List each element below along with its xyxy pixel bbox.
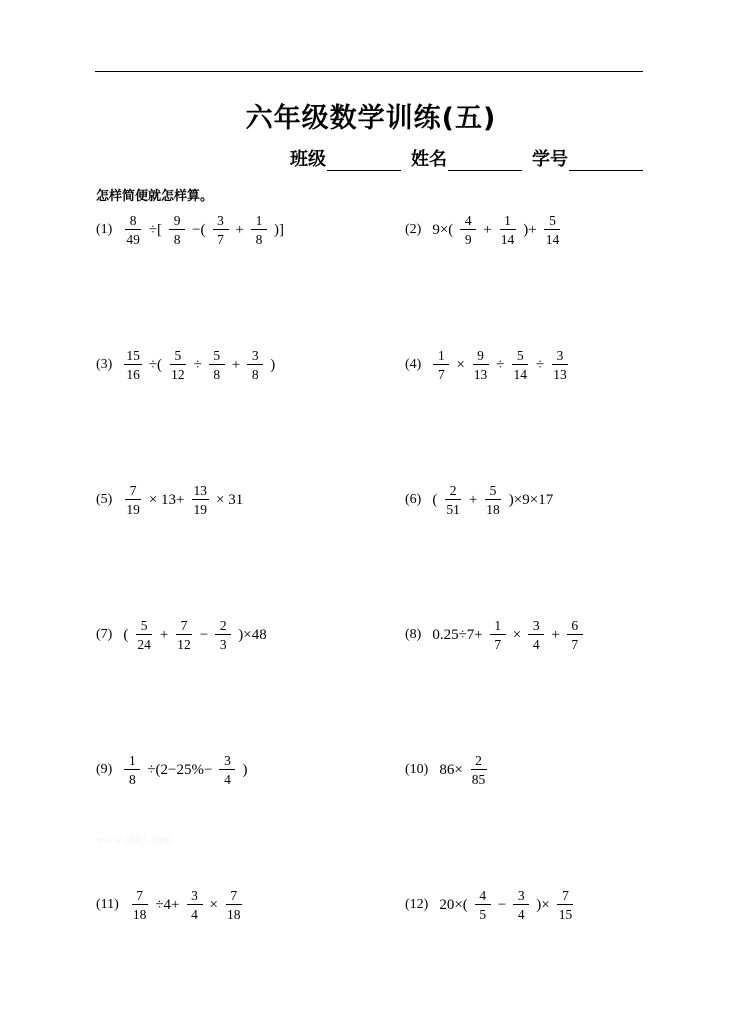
- operator-text: ÷(2−25%−: [147, 761, 213, 778]
- problem-number: (1): [96, 222, 113, 237]
- fraction: [484, 484, 502, 517]
- fraction: [444, 484, 462, 517]
- denominator: 15: [558, 907, 573, 922]
- numerator: 9: [473, 349, 489, 366]
- problem-number: (3): [96, 357, 113, 372]
- fraction: [124, 214, 142, 247]
- numerator: 13: [192, 484, 210, 501]
- student-id-field[interactable]: [532, 145, 643, 171]
- operator-text: ): [242, 761, 248, 778]
- problem-number: (5): [96, 492, 113, 507]
- operator-text: 86×: [439, 761, 463, 778]
- numerator: 3: [552, 349, 568, 366]
- operator-text: ÷(: [148, 356, 163, 373]
- denominator: 7: [217, 232, 224, 247]
- denominator: 85: [471, 772, 486, 787]
- operator-text: −: [497, 896, 507, 913]
- numerator: 3: [513, 889, 529, 906]
- denominator: 4: [532, 637, 540, 652]
- denominator: 14: [513, 367, 528, 382]
- problem-item: [96, 748, 250, 792]
- fraction: [512, 349, 530, 382]
- fraction: [124, 484, 142, 517]
- numerator: 5: [170, 349, 186, 366]
- operator-text: )×48: [238, 626, 267, 643]
- problem-item: [96, 613, 270, 657]
- problem-item: [405, 343, 573, 387]
- fraction: [209, 349, 225, 382]
- operator-text: ×: [456, 356, 465, 373]
- fraction: [490, 619, 506, 652]
- fraction: [219, 754, 235, 787]
- fraction: [169, 349, 187, 382]
- fraction: [187, 889, 203, 922]
- numerator: 1: [490, 619, 506, 636]
- operator-text: ÷: [536, 356, 545, 373]
- name-label: 姓名: [411, 149, 447, 170]
- fraction: [135, 619, 153, 652]
- denominator: 16: [126, 367, 140, 382]
- operator-text: 20×(: [439, 896, 468, 913]
- name-field[interactable]: [411, 145, 522, 171]
- numerator: 1: [124, 754, 140, 771]
- fraction: [433, 349, 449, 382]
- numerator: 3: [187, 889, 203, 906]
- instruction: 怎样简便就怎样算。: [96, 189, 214, 204]
- denominator: 7: [494, 637, 502, 652]
- operator-text: )+: [523, 221, 537, 238]
- operator-text: × 13+: [148, 491, 185, 508]
- denominator: 9: [464, 232, 472, 247]
- denominator: 14: [545, 232, 560, 247]
- problem-item: [96, 208, 287, 252]
- numerator: 7: [226, 889, 242, 906]
- fraction: [470, 754, 488, 787]
- denominator: 7: [571, 637, 579, 652]
- denominator: 8: [213, 367, 221, 382]
- numerator: 7: [557, 889, 573, 906]
- name-blank[interactable]: [448, 152, 522, 171]
- page-title: 六年级数学训练(五): [245, 103, 497, 134]
- denominator: 13: [553, 367, 567, 382]
- fraction: [472, 349, 490, 382]
- fraction: [169, 214, 185, 247]
- problem-item: [405, 748, 491, 792]
- operator-text: ÷: [496, 356, 505, 373]
- operator-text: (: [123, 626, 129, 643]
- denominator: 7: [437, 367, 445, 382]
- denominator: 8: [173, 232, 181, 247]
- denominator: 18: [226, 907, 241, 922]
- operator-text: )×9×17: [508, 491, 554, 508]
- numerator: 7: [176, 619, 192, 636]
- operator-text: +: [483, 221, 492, 238]
- operator-text: ÷: [193, 356, 202, 373]
- numerator: 6: [567, 619, 583, 636]
- fraction: [475, 889, 491, 922]
- numerator: 5: [544, 214, 560, 231]
- denominator: 5: [479, 907, 487, 922]
- operator-text: +: [235, 221, 244, 238]
- problem-number: (2): [405, 222, 422, 237]
- denominator: 4: [224, 772, 231, 787]
- fraction: [499, 214, 517, 247]
- fraction: [460, 214, 476, 247]
- operator-text: ÷4+: [155, 896, 180, 913]
- numerator: 2: [445, 484, 461, 501]
- numerator: 3: [219, 754, 235, 771]
- denominator: 4: [191, 907, 198, 922]
- numerator: 7: [125, 484, 141, 501]
- fraction: [513, 889, 529, 922]
- operator-text: +: [551, 626, 560, 643]
- numerator: 3: [247, 349, 263, 366]
- denominator: 8: [128, 772, 136, 787]
- denominator: 4: [517, 907, 525, 922]
- operator-text: ÷[: [148, 221, 163, 238]
- fraction: [528, 619, 544, 652]
- header-rule: [95, 71, 643, 72]
- problem-item: [405, 613, 587, 657]
- operator-text: +: [468, 491, 478, 508]
- denominator: 13: [473, 367, 488, 382]
- problem-number: (6): [405, 492, 422, 507]
- operator-text: +: [159, 626, 169, 643]
- numerator: 1: [500, 214, 516, 231]
- fraction: [213, 214, 229, 247]
- numerator: 5: [136, 619, 152, 636]
- operator-text: )]: [274, 221, 284, 238]
- numerator: 15: [124, 349, 142, 366]
- fraction: [225, 889, 243, 922]
- numerator: 2: [215, 619, 231, 636]
- numerator: 3: [213, 214, 229, 231]
- fraction: [131, 889, 149, 922]
- numerator: 5: [512, 349, 528, 366]
- problem-number: (4): [405, 357, 422, 372]
- operator-text: ×: [512, 626, 522, 643]
- numerator: 5: [485, 484, 501, 501]
- student-id-label: 学号: [532, 149, 568, 170]
- problem-item: [96, 343, 278, 387]
- operator-text: 9×(: [432, 221, 454, 238]
- problem-number: (8): [405, 627, 422, 642]
- operator-text: ): [270, 356, 276, 373]
- problem-item: [96, 883, 246, 927]
- operator-text: )×: [536, 896, 550, 913]
- denominator: 8: [251, 367, 259, 382]
- denominator: 14: [500, 232, 515, 247]
- numerator: 9: [169, 214, 185, 231]
- fraction: [247, 349, 263, 382]
- operator-text: × 31: [216, 491, 244, 508]
- operator-text: +: [231, 356, 241, 373]
- problem-number: (11): [96, 897, 119, 912]
- operator-text: −: [199, 626, 209, 643]
- fraction: [124, 754, 140, 787]
- student-info-fields: [290, 145, 643, 171]
- problem-number: (9): [96, 762, 113, 777]
- numerator: 1: [251, 214, 267, 231]
- fraction: [551, 349, 569, 382]
- denominator: 8: [255, 232, 263, 247]
- numerator: 8: [125, 214, 141, 231]
- problem-item: [405, 478, 556, 522]
- denominator: 49: [126, 232, 140, 247]
- denominator: 19: [126, 502, 140, 517]
- numerator: 3: [528, 619, 544, 636]
- fraction: [192, 484, 210, 517]
- operator-text: 0.25÷7+: [432, 626, 483, 643]
- numerator: 7: [132, 889, 148, 906]
- denominator: 51: [446, 502, 460, 517]
- fraction: [544, 214, 562, 247]
- operator-text: −(: [192, 221, 206, 238]
- numerator: 1: [433, 349, 449, 366]
- problem-item: [405, 883, 578, 927]
- problem-number: (12): [405, 897, 429, 912]
- denominator: 18: [486, 502, 500, 517]
- class-label: 班级: [290, 149, 326, 170]
- numerator: 5: [209, 349, 225, 366]
- fraction: [557, 889, 575, 922]
- watermark: www.xkb1.com: [96, 832, 172, 846]
- operator-text: ×: [209, 896, 218, 913]
- denominator: 24: [137, 637, 151, 652]
- fraction: [124, 349, 142, 382]
- problem-number: (7): [96, 627, 113, 642]
- problem-number: (10): [405, 762, 429, 777]
- class-field[interactable]: [290, 145, 401, 171]
- operator-text: (: [432, 491, 438, 508]
- numerator: 4: [460, 214, 476, 231]
- problem-item: [405, 208, 565, 252]
- class-blank[interactable]: [327, 152, 401, 171]
- denominator: 18: [132, 907, 147, 922]
- fraction: [251, 214, 267, 247]
- problem-item: [96, 478, 246, 522]
- denominator: 3: [219, 637, 227, 652]
- denominator: 19: [193, 502, 207, 517]
- denominator: 12: [171, 367, 185, 382]
- student-id-blank[interactable]: [569, 152, 643, 171]
- fraction: [175, 619, 193, 652]
- numerator: 4: [475, 889, 491, 906]
- fraction: [567, 619, 583, 652]
- fraction: [215, 619, 231, 652]
- numerator: 2: [471, 754, 487, 771]
- denominator: 12: [177, 637, 191, 652]
